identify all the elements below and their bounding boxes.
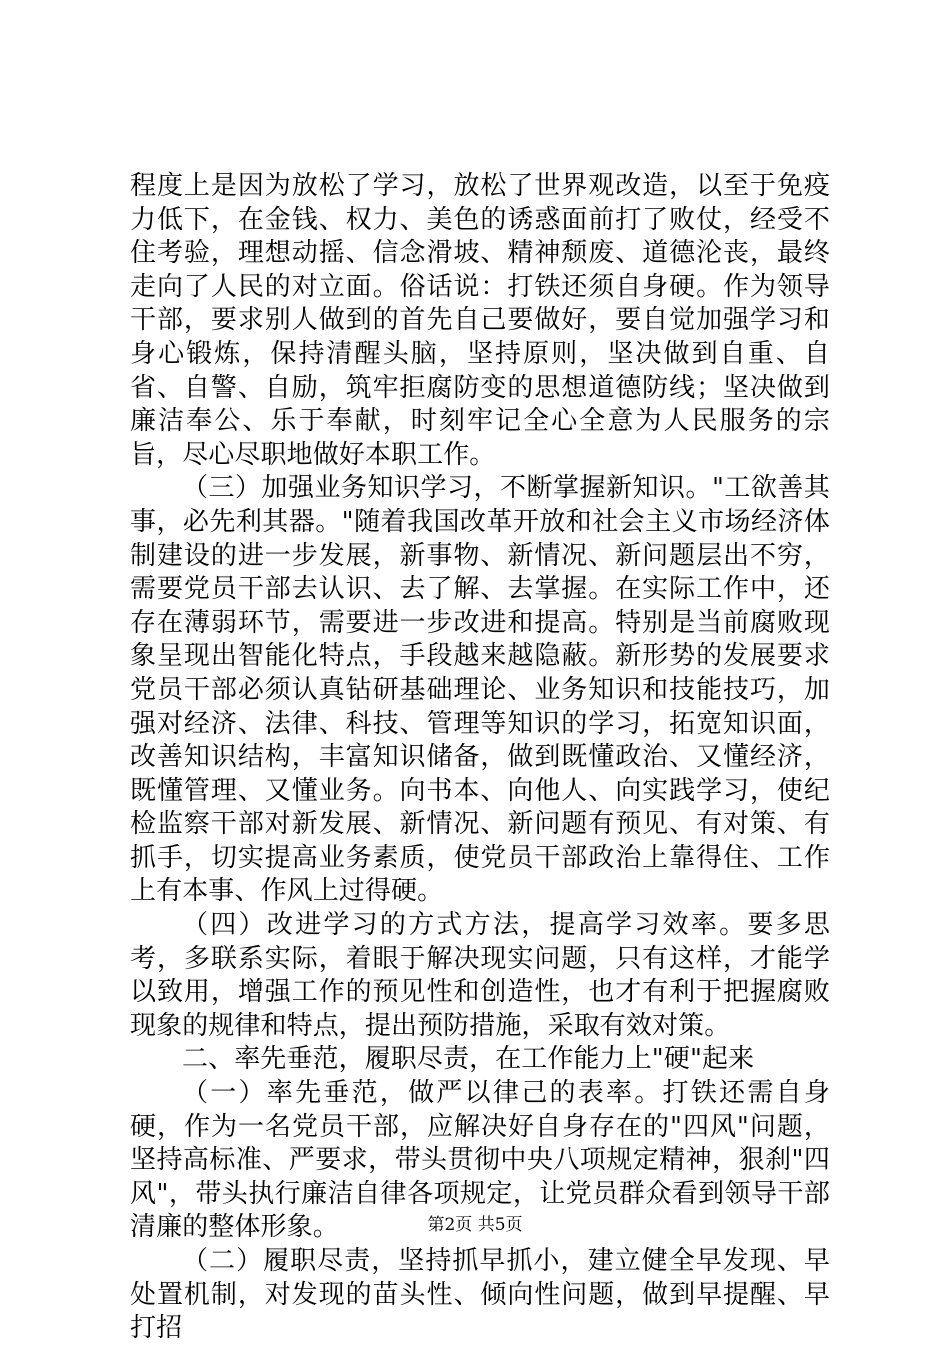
section-heading: 二、率先垂范，履职尽责，在工作能力上"硬"起来 [182, 1044, 755, 1075]
document-body [130, 170, 830, 1346]
paragraph-2: （三）加强业务知识学习，不断掌握新知识。"工欲善其事，必先利其器。"随着我国改革开放和社会主义市场经济体制建设的进一步发展，新事物、新情况、新问题层出不穷，需要党员干部去认识、去了解、去掌握。在实际工作中，还存在薄弱环节，需要进一步改进和提高。特别是当前腐败现象呈现出智能化特点，手段越来越隐蔽。新形势的发展要求党员干部必须认真钻研基础理论、业务知识和技能技巧，加强对经济、法律、科技、管理等知识的学习，拓宽知识面，改善知识结构，丰富知识储备，做到既懂政治、又懂经济，既懂管理、又懂业务。向书本、向他人、向实践学习，使纪检监察干部对新发展、新情况、新问题有预见、有对策、有抓手，切实提高业务素质，使党员干部政治上靠得住、工作上有本事、作风上过得硬。 [130, 473, 830, 907]
paragraph-4: （一）率先垂范，做严以律己的表率。打铁还需自身硬，作为一名党员干部，应解决好自身存在的"四风"问题，坚持高标准、严要求，带头贯彻中央八项规定精神，狠刹"四风"，带头执行廉洁自律各项规定，让党员群众看到领导干部清廉的整体形象。 [130, 1078, 830, 1243]
paragraph-3: （四）改进学习的方式方法，提高学习效率。要多思考，多联系实际，着眼于解决现实问题，只有这样，才能学以致用，增强工作的预见性和创造性，也才有利于把握腐败现象的规律和特点，提出预防措施，采取有效对策。 [130, 910, 830, 1041]
page-footer: 第2页 共5页 [427, 1215, 523, 1235]
paragraph-1: 程度上是因为放松了学习，放松了世界观改造，以至于免疫力低下，在金钱、权力、美色的诱惑面前打了败仗，经受不住考验，理想动摇、信念滑坡、精神颓废、道德沦丧，最终走向了人民的对立面。俗话说：打铁还须自身硬。作为领导干部，要求别人做到的首先自己要做好，要自觉加强学习和身心锻炼，保持清醒头脑，坚持原则，坚决做到自重、自省、自警、自励，筑牢拒腐防变的思想道德防线；坚决做到廉洁奉公、乐于奉献，时刻牢记全心全意为人民服务的宗旨，尽心尽职地做好本职工作。 [130, 171, 830, 470]
paragraph-5: （二）履职尽责，坚持抓早抓小，建立健全早发现、早处置机制，对发现的苗头性、倾向性问题，做到早提醒、早打招 [130, 1246, 830, 1344]
